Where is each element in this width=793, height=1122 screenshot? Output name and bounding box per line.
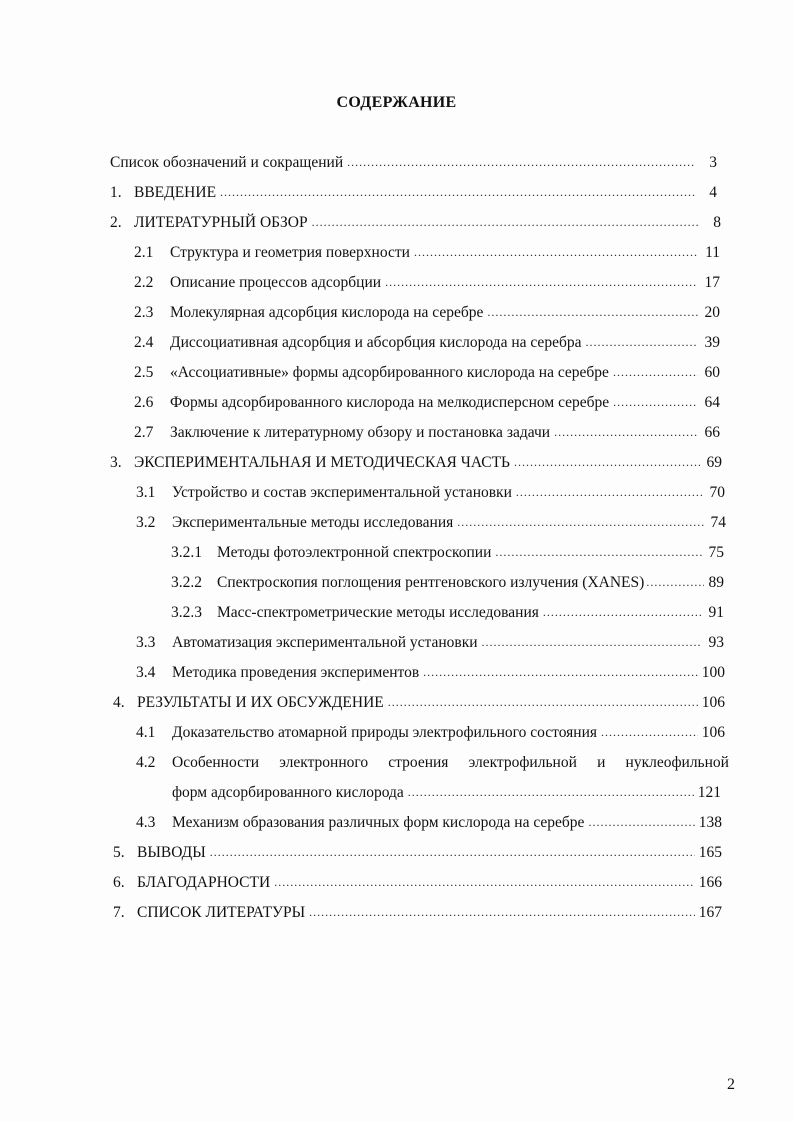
toc-entry-number: 2.	[110, 214, 122, 231]
leader-dots	[585, 335, 698, 351]
toc-entry-number: 3.2.3	[171, 604, 202, 621]
toc-entry-number: 7.	[113, 904, 125, 921]
leader-dots	[388, 695, 698, 711]
leader-dots	[347, 155, 695, 171]
toc-entry-text: Механизм образования различных форм кислорода на серебре	[172, 814, 585, 831]
page-title: СОДЕРЖАНИЕ	[336, 94, 457, 111]
toc-entry-page: 166	[698, 874, 722, 891]
leader-dots	[414, 245, 698, 261]
toc-entry[interactable]	[113, 871, 722, 895]
toc-entry[interactable]	[171, 571, 724, 595]
toc-entry[interactable]	[134, 361, 720, 385]
toc-entry-number: 2.7	[134, 424, 154, 441]
toc-entry-text: Методы фотоэлектронной спектроскопии	[217, 544, 492, 561]
toc-entry-page: 60	[704, 364, 720, 381]
toc-entry-page: 17	[704, 274, 720, 291]
toc-entry-text: РЕЗУЛЬТАТЫ И ИХ ОБСУЖДЕНИЕ	[137, 694, 384, 711]
toc-entry-page: 8	[713, 214, 721, 231]
toc-entry-number: 3.2	[136, 514, 156, 531]
toc-entry-page: 4	[709, 184, 717, 201]
leader-dots	[554, 425, 698, 441]
toc-entry-page: 91	[708, 604, 724, 621]
leader-dots	[385, 275, 698, 291]
toc-entry-number: 3.2.2	[171, 574, 202, 591]
toc-entry-page: 106	[701, 694, 725, 711]
toc-entry[interactable]	[136, 751, 729, 775]
toc-entry-text: Экспериментальные методы исследования	[172, 514, 454, 531]
toc-entry-number: 3.1	[136, 484, 156, 501]
word: строения	[388, 754, 449, 771]
toc-entry-text: Устройство и состав экспериментальной установки	[172, 484, 512, 501]
toc-entry-page: 167	[698, 904, 722, 921]
leader-dots	[408, 785, 694, 801]
toc-entry[interactable]	[136, 811, 722, 835]
word: нуклеофильной	[625, 754, 729, 771]
toc-entry-page: 106	[701, 724, 725, 741]
toc-entry-page: 89	[708, 574, 724, 591]
toc-entry-number: 3.2.1	[171, 544, 202, 561]
toc-entry-number: 3.4	[136, 664, 156, 681]
leader-dots	[495, 545, 702, 561]
toc-entry[interactable]	[134, 271, 720, 295]
toc-entry-number: 1.	[110, 184, 122, 201]
toc-entry-text: Доказательство атомарной природы электрофильного состояния	[172, 724, 597, 741]
toc-entry-number: 5.	[113, 844, 125, 861]
toc-entry-text: БЛАГОДАРНОСТИ	[137, 874, 271, 891]
toc-entry-number: 2.5	[134, 364, 154, 381]
word: и	[597, 754, 606, 771]
toc-entry[interactable]	[113, 841, 722, 865]
toc-entry-text: Методика проведения экспериментов	[172, 664, 420, 681]
toc-entry-number: 4.2	[136, 754, 156, 771]
toc-entry-page: 121	[697, 784, 721, 801]
leader-dots	[482, 635, 702, 651]
toc-entry-text: Масс-спектрометрические методы исследования	[217, 604, 539, 621]
leader-dots	[514, 455, 700, 471]
toc-entry[interactable]	[110, 151, 717, 175]
toc-entry-text: форм адсорбированного кислорода	[172, 784, 404, 801]
leader-dots	[516, 485, 703, 501]
toc-entry-page: 11	[705, 244, 720, 261]
leader-dots	[457, 515, 704, 531]
toc-entry[interactable]	[134, 301, 720, 325]
toc-entry-text: ВЫВОДЫ	[137, 844, 206, 861]
toc-entry-page: 100	[701, 664, 725, 681]
toc-entry-number: 4.	[113, 694, 125, 711]
toc-entry-page: 138	[698, 814, 722, 831]
toc-entry[interactable]	[134, 331, 720, 355]
leader-dots	[601, 725, 698, 741]
leader-dots	[312, 215, 699, 231]
word: электронного	[279, 754, 369, 771]
toc-entry-text: Заключение к литературному обзору и постановка задачи	[170, 424, 551, 441]
toc-entry[interactable]	[113, 691, 725, 715]
word: электрофильной	[468, 754, 577, 771]
toc-entry-page: 165	[698, 844, 722, 861]
toc-entry-text: СПИСОК ЛИТЕРАТУРЫ	[137, 904, 306, 921]
toc-entry[interactable]	[134, 241, 720, 265]
toc-entry[interactable]	[136, 721, 725, 745]
toc-entry-text: Список обозначений и сокращений	[110, 154, 344, 171]
toc-entry[interactable]	[136, 511, 726, 535]
leader-dots	[274, 875, 695, 891]
toc-entry-text: ВВЕДЕНИЕ	[134, 184, 217, 201]
toc-entry[interactable]	[110, 451, 722, 475]
toc-entry[interactable]	[113, 901, 722, 925]
toc-entry-page: 20	[704, 304, 720, 321]
toc-entry[interactable]	[136, 481, 725, 505]
toc-entry-number: 4.3	[136, 814, 156, 831]
leader-dots	[487, 305, 698, 321]
toc-entry[interactable]	[134, 421, 720, 445]
toc-entry-text: ЭКСПЕРИМЕНТАЛЬНАЯ И МЕТОДИЧЕСКАЯ ЧАСТЬ	[134, 454, 510, 471]
leader-dots	[646, 575, 704, 591]
toc-entry-number: 3.	[110, 454, 122, 471]
word: Особенности	[172, 754, 260, 771]
toc-entry[interactable]	[110, 181, 717, 205]
toc-entry[interactable]	[172, 781, 721, 805]
toc-entry[interactable]	[171, 541, 724, 565]
toc-entry-page: 75	[708, 544, 724, 561]
toc-entry-text: Автоматизация экспериментальной установки	[172, 634, 478, 651]
toc-entry-text: ЛИТЕРАТУРНЫЙ ОБЗОР	[134, 214, 308, 231]
toc-entry-text: Диссоциативная адсорбция и абсорбция кислорода на серебра	[170, 334, 582, 351]
toc-entry-page: 39	[704, 334, 720, 351]
leader-dots	[543, 605, 702, 621]
toc-entry-page: 69	[706, 454, 722, 471]
leader-dots	[588, 815, 694, 831]
leader-dots	[613, 365, 698, 381]
toc-entry-page: 3	[709, 154, 717, 171]
leader-dots	[613, 395, 698, 411]
toc-entry-text: Описание процессов адсорбции	[170, 274, 382, 291]
toc-entry-number: 2.3	[134, 304, 154, 321]
toc-entry[interactable]	[171, 601, 724, 625]
toc-entry-text: «Ассоциативные» формы адсорбированного кислорода на серебре	[170, 364, 609, 381]
leader-dots	[220, 185, 695, 201]
toc-entry[interactable]	[110, 211, 721, 235]
toc-entry-number: 2.6	[134, 394, 154, 411]
leader-dots	[210, 845, 695, 861]
toc-entry-text: Спектроскопия поглощения рентгеновского излучения (XANES)	[217, 574, 645, 591]
leader-dots	[423, 665, 698, 681]
toc-entry-number: 3.3	[136, 634, 156, 651]
toc-entry-page: 70	[709, 484, 725, 501]
toc-entry-number: 2.4	[134, 334, 154, 351]
toc-entry[interactable]	[134, 391, 720, 415]
toc-entry-text: Структура и геометрия поверхности	[170, 244, 410, 261]
toc-entry-page: 93	[708, 634, 724, 651]
toc-entry[interactable]	[136, 661, 725, 685]
toc-entry-page: 66	[704, 424, 720, 441]
toc-entry-number: 2.2	[134, 274, 154, 291]
toc-entry-text-justified	[172, 751, 729, 775]
page-number: 2	[727, 1076, 735, 1093]
toc-entry[interactable]	[136, 631, 724, 655]
toc-entry-number: 2.1	[134, 244, 154, 261]
leader-dots	[309, 905, 695, 921]
toc-entry-text: Молекулярная адсорбция кислорода на серебре	[170, 304, 484, 321]
toc-entry-text: Формы адсорбированного кислорода на мелкодисперсном серебре	[170, 394, 610, 411]
toc-entry-page: 74	[710, 514, 726, 531]
toc-entry-number: 6.	[113, 874, 125, 891]
toc-entry-number: 4.1	[136, 724, 156, 741]
toc-entry-page: 64	[704, 394, 720, 411]
